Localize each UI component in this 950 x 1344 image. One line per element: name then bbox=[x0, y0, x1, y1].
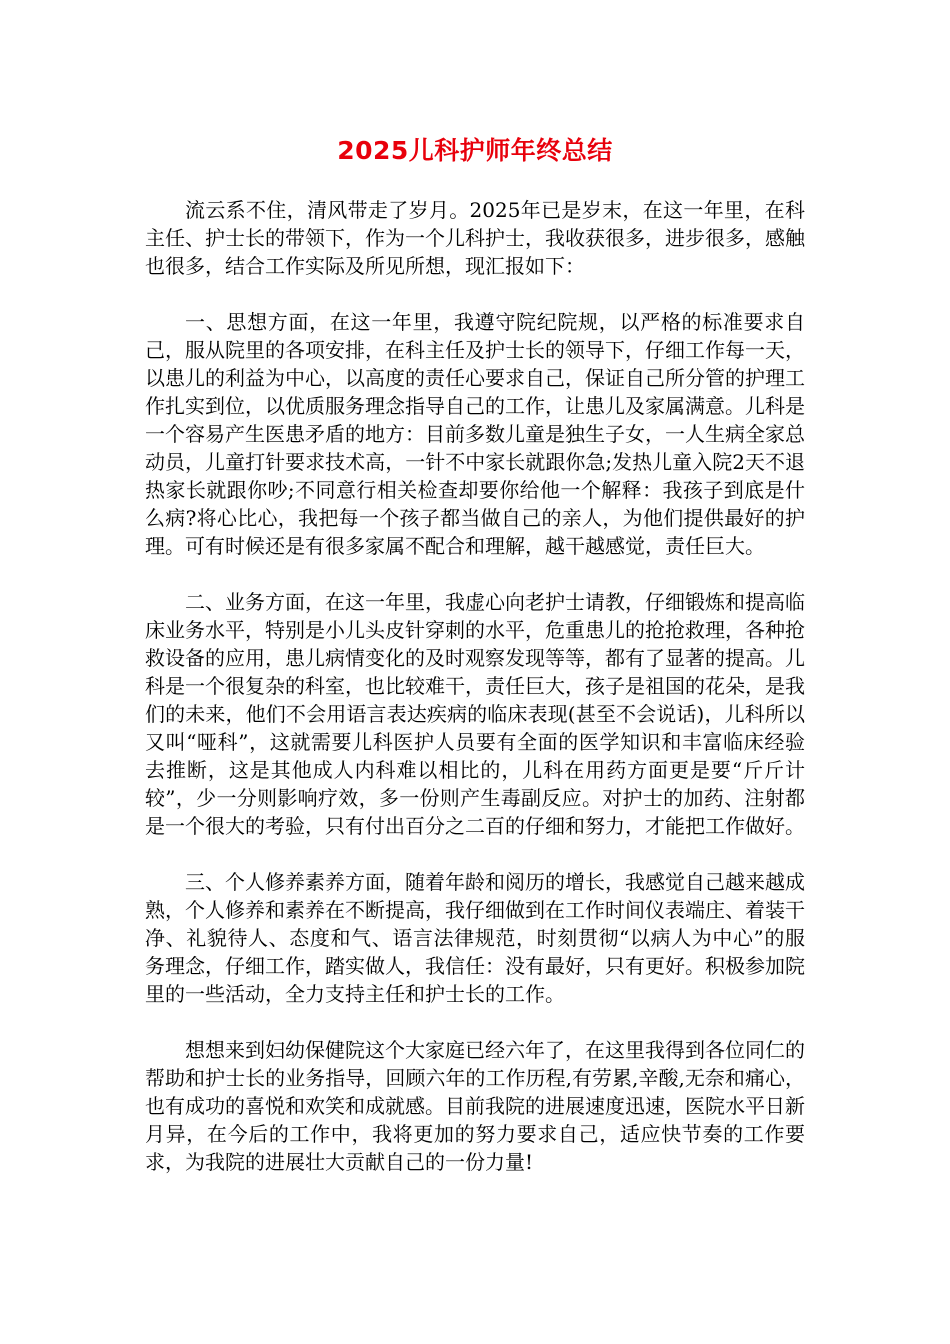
paragraph-personal-cultivation: 三、个人修养素养方面，随着年龄和阅历的增长，我感觉自己越来越成熟，个人修养和素养在不断提高，我仔细做到在工作时间仪表端庄、着装干净、礼貌待人、态度和气、语言法律规范，时刻贯彻“以病人为中心”的服务理念，仔细工作，踏实做人，我信任：没有最好，只有更好。积极参加院里的一些活动，全力支持主任和护士长的工作。 bbox=[145, 870, 805, 1006]
paragraph-intro: 流云系不住，清风带走了岁月。2025年已是岁末，在这一年里，在科主任、护士长的带领下，作为一个儿科护士，我收获很多，进步很多，感触也很多，结合工作实际及所见所想，现汇报如下： bbox=[145, 198, 805, 278]
paragraph-professional: 二、业务方面，在这一年里，我虚心向老护士请教，仔细锻炼和提高临床业务水平，特别是小儿头皮针穿刺的水平，危重患儿的抢抢救理，各种抢救设备的应用，患儿病情变化的及时观察发现等等，都有了显著的提高。儿科是一个很复杂的科室，也比较难干，责任巨大，孩子是祖国的花朵，是我们的未来，他们不会用语言表达疾病的临床表现(甚至不会说话)，儿科所以又叫“哑科”，这就需要儿科医护人员要有全面的医学知识和丰富临床经验去推断，这是其他成人内科难以相比的，儿科在用药方面更是要“斤斤计较”，少一分则影响疗效，多一份则产生毒副反应。对护士的加药、注射都是一个很大的考验，只有付出百分之二百的仔细和努力，才能把工作做好。 bbox=[145, 590, 805, 838]
document-title: 2025儿科护师年终总结 bbox=[337, 136, 613, 165]
paragraph-conclusion: 想想来到妇幼保健院这个大家庭已经六年了，在这里我得到各位同仁的帮助和护士长的业务指导，回顾六年的工作历程,有劳累,辛酸,无奈和痛心，也有成功的喜悦和欢笑和成就感。目前我院的进展速度迅速，医院水平日新月异，在今后的工作中，我将更加的努力要求自己，适应快节奏的工作要求，为我院的进展壮大贡献自己的一份力量! bbox=[145, 1038, 805, 1174]
paragraph-ideology: 一、思想方面，在这一年里，我遵守院纪院规，以严格的标准要求自己，服从院里的各项安排，在科主任及护士长的领导下，仔细工作每一天，以患儿的利益为中心，以高度的责任心要求自己，保证自己所分管的护理工作扎实到位，以优质服务理念指导自己的工作，让患儿及家属满意。儿科是一个容易产生医患矛盾的地方：目前多数儿童是独生子女，一人生病全家总动员，儿童打针要求技术高，一针不中家长就跟你急;发热儿童入院2天不退热家长就跟你吵;不同意行相关检查却要你给他一个解释：我孩子到底是什么病?将心比心，我把每一个孩子都当做自己的亲人，为他们提供最好的护理。可有时候还是有很多家属不配合和理解，越干越感觉，责任巨大。 bbox=[145, 310, 805, 558]
document-body bbox=[145, 196, 805, 1176]
